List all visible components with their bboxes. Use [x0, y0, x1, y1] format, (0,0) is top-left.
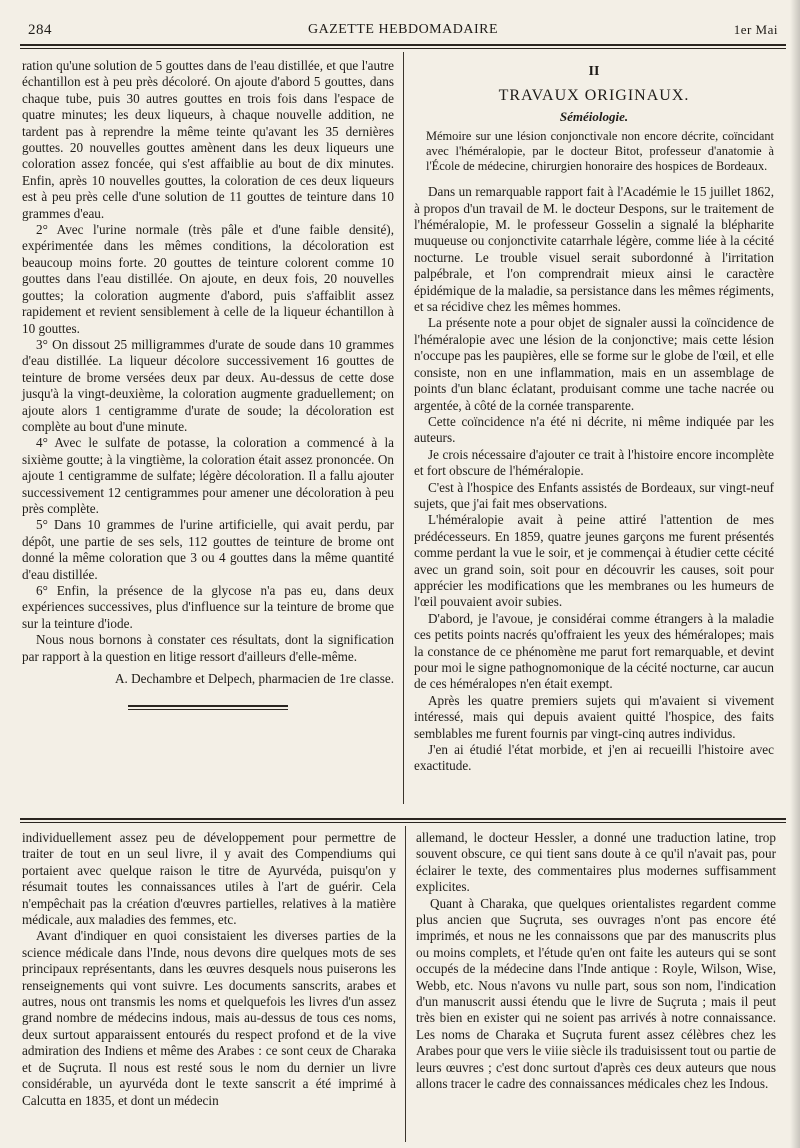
paragraph: individuellement assez peu de développement pour permettre de traiter de tout en un seul livre, il y avait des Compendiums qui portaient avec quelque raison le titre de Ayurvéda, puisqu'on y résumait toutes les connaissances utiles à l'art de guérir. Cela n'empêchait pas la création d'œuvres partielles, relatives à la matière médicale, aux maladies des femmes, etc.	[22, 830, 396, 928]
bottom-left-column	[22, 830, 396, 1109]
column-divider-bottom	[405, 826, 406, 1142]
section-rule	[20, 818, 786, 823]
paragraph: D'abord, je l'avoue, je considérai comme étrangers à la maladie ces petits points nacrés qu'offraient les yeux des héméralopes; mais la constance de ce phénomène me parut fort remarquable, et devint pour moi le signe pathognomonique de la cécité nocturne, car aucun de ces héméralopes n'en était exempt.	[414, 610, 774, 692]
right-column	[414, 58, 774, 775]
paragraph: Nous nous bornons à constater ces résultats, dont la signification par rapport à la question en litige ressort d'ailleurs d'elle-même.	[22, 632, 394, 664]
paragraph: Cette coïncidence n'a été ni décrite, ni même indiquée par les auteurs.	[414, 413, 774, 446]
section-number: II	[588, 64, 600, 79]
paragraph: Je crois nécessaire d'ajouter ce trait à l'histoire encore incomplète et fort obscure de l'héméralopie.	[414, 446, 774, 479]
paragraph: 3° On dissout 25 milligrammes d'urate de soude dans 10 grammes d'eau distillée. La liqueur décolore successivement 16 gouttes de teinture de brome versées deux par deux. Au-dessus de cette dose jusqu'à la vingt-deuxième, la coloration augmente graduellement; on ajoute alors 1 centigramme d'urate de soude; la décoloration est complète au bout d'une minute.	[22, 336, 394, 434]
paragraph: Quant à Charaka, que quelques orientalistes regardent comme plus ancien que Suçruta, ses ouvrages n'ont pas encore été imprimés, et nous ne les connaissons que par des manuscrits plus ou moins complets, et l'étude qu'en ont faite les auteurs qui se sont occupés de la médecine dans l'Inde antique : Royle, Wilson, Wise, Webb, etc. Nous n'avons vu nulle part, sous son nom, l'indication d'un manuscrit aussi étendu que le livre de Suçruta ; mais il peut très bien en exister qui ne soient pas arrivés à notre connaissance. Les noms de Charaka et Suçruta furent assez célèbres chez les Arabes pour que vers le viiie siècle ils traduisissent tout ou partie de leurs œuvres ; c'est donc surtout d'après ces deux auteurs que nous allons tracer le cadre des connaissances médicales chez les Indous.	[416, 895, 776, 1092]
header-rule	[20, 44, 786, 49]
paragraph: Après les quatre premiers sujets qui m'avaient si vivement intéressé, mais qui depuis avaient quitté l'hospice, des faits semblables me furent fournis par vingt-cinq autres individus.	[414, 692, 774, 741]
paragraph: 6° Enfin, la présence de la glycose n'a pas eu, dans deux expériences successives, plus d'influence sur la teinture de brome que sur la teinture d'iode.	[22, 583, 394, 631]
bottom-right-column	[416, 830, 776, 1093]
column-divider	[403, 52, 404, 804]
section-title: TRAVAUX ORIGINAUX.	[498, 87, 690, 105]
page-header	[28, 22, 778, 42]
paragraph: ration qu'une solution de 5 gouttes dans de l'eau distillée, et que l'autre échantillon est à peu près décoloré. On ajoute d'abord 5 gouttes, dans chaque tube, puis 30 autres gouttes en trois fois dans l'espace de quatre minutes; les deux liqueurs, à chaque nouvelle addition, ne tardent pas à reprendre la même teinte qu'avant les 35 dernières gouttes. 20 nouvelles gouttes amènent dans les deux liqueurs une coloration assez foncée, qui s'est affaiblie au bout de dix minutes. Enfin, après 10 nouvelles gouttes, la coloration de ces deux liqueurs est à peu près celle d'une solution de 11 gouttes de teinture dans 10 grammes d'eau.	[22, 58, 394, 221]
end-rule	[128, 705, 288, 710]
memo-title: Mémoire sur une lésion conjonctivale non encore décrite, coïncidant avec l'héméralopie, par le docteur Bitot, professeur d'anatomie à l'École de médecine, chirurgien honoraire des hospices de Bordeaux.	[426, 129, 774, 174]
paragraph: J'en ai étudié l'état morbide, et j'en ai recueilli l'histoire avec exactitude.	[414, 742, 774, 774]
page-number: 284	[28, 22, 52, 38]
paragraph: La présente note a pour objet de signaler aussi la coïncidence de l'héméralopie avec une lésion de la conjonctive; mais cette lésion n'occupe pas les paupières, elle se forme sur le globe de l'œil, et elle consiste, non en une inflammation, mais en un assemblage de points d'un blanc éclatant, produisant comme une tache nacrée ou argentée, à côté de la cornée transparente.	[414, 315, 774, 413]
left-column	[22, 58, 394, 710]
paragraph: 4° Avec le sulfate de potasse, la coloration a commencé à la sixième goutte; à la vingtième, la coloration était assez prononcée. On ajoute 1 centigramme de sulfate; légère décoloration. Il a fallu ajouter successivement 12 centigrammes pour amener une décoloration à peu près complète.	[22, 435, 394, 516]
paragraph: 5° Dans 10 grammes de l'urine artificielle, qui avait perdu, par dépôt, une partie de ses sels, 112 gouttes de teinture de brome ont donné la même coloration que 3 ou 4 gouttes dans la même quantité d'eau distillée.	[22, 517, 394, 582]
publication-title: GAZETTE HEBDOMADAIRE	[307, 22, 499, 37]
signature: A. Dechambre et Delpech, pharmacien de 1re classe.	[115, 671, 394, 687]
paragraph: L'héméralopie avait à peine attiré l'attention de mes prédécesseurs. En 1859, quatre jeunes garçons me furent présentés comme perdant la vue le soir, et je commençai à étudier cette cécité avec un grand soin, soit pour en découvrir les causes, soit pour apprécier les modifications que les membranes ou les humeurs de l'œil pouvaient avoir subies.	[414, 512, 774, 610]
paragraph: Avant d'indiquer en quoi consistaient les diverses parties de la science médicale dans l'Inde, nous devons dire quelques mots de ses principaux représentants, dans les œuvres desquels nous puiserons les renseignements qui vont suivre. Les documents sanscrits, arabes et autres, nous ont transmis les noms et quelquefois les livres d'un assez grand nombre de médecins indous, mais au-dessus de tous ces noms, deux surtout apparaissent entourés du respect profond et de la vive admiration des Indiens et même des Arabes : ce sont ceux de Charaka et de Suçruta. Il nous est resté sous le nom du dernier un livre considérable, un ayurvéda dont le texte sanscrit a été imprimé à Calcutta en 1835, et dont un médecin	[22, 928, 396, 1108]
paragraph: allemand, le docteur Hessler, a donné une traduction latine, trop souvent obscure, ce qui tient sans doute à ce qu'il n'avait pas, pour éclairer le texte, des commentaires plus modernes suffisamment explicites.	[416, 830, 776, 895]
issue-date: 1er Mai	[733, 22, 778, 37]
page-edge-shadow	[790, 0, 800, 1148]
paragraph: Dans un remarquable rapport fait à l'Académie le 15 juillet 1862, à propos d'un travail de M. le docteur Despons, sur le traitement de l'héméralopie, M. le professeur Gosselin a signalé la blépharite muqueuse ou conjonctivite catarrhale légère, comme liée à la cécité nocturne. Le trouble visuel serait subordonné à l'irritation palpébrale, et l'on comprendrait mieux ainsi le caractère épidémique de la maladie, sa persistance dans les mêmes régiments, et sa récidive chez les mêmes hommes.	[414, 184, 774, 315]
subsection-title: Séméiologie.	[559, 108, 629, 124]
paragraph: 2° Avec l'urine normale (très pâle et d'une faible densité), expérimentée dans les mêmes conditions, la décoloration est beaucoup moins forte. 20 gouttes de teinture colorent comme 10 gouttes dans l'eau distillée. On ajoute, en deux fois, 20 nouvelles gouttes; la coloration augmente d'abord, puis s'affaiblit assez rapidement et revient sensiblement à celle de la liqueur échantillon à 10 gouttes.	[22, 222, 394, 336]
paragraph: C'est à l'hospice des Enfants assistés de Bordeaux, sur vingt-neuf sujets, que j'ai fait mes observations.	[414, 479, 774, 511]
